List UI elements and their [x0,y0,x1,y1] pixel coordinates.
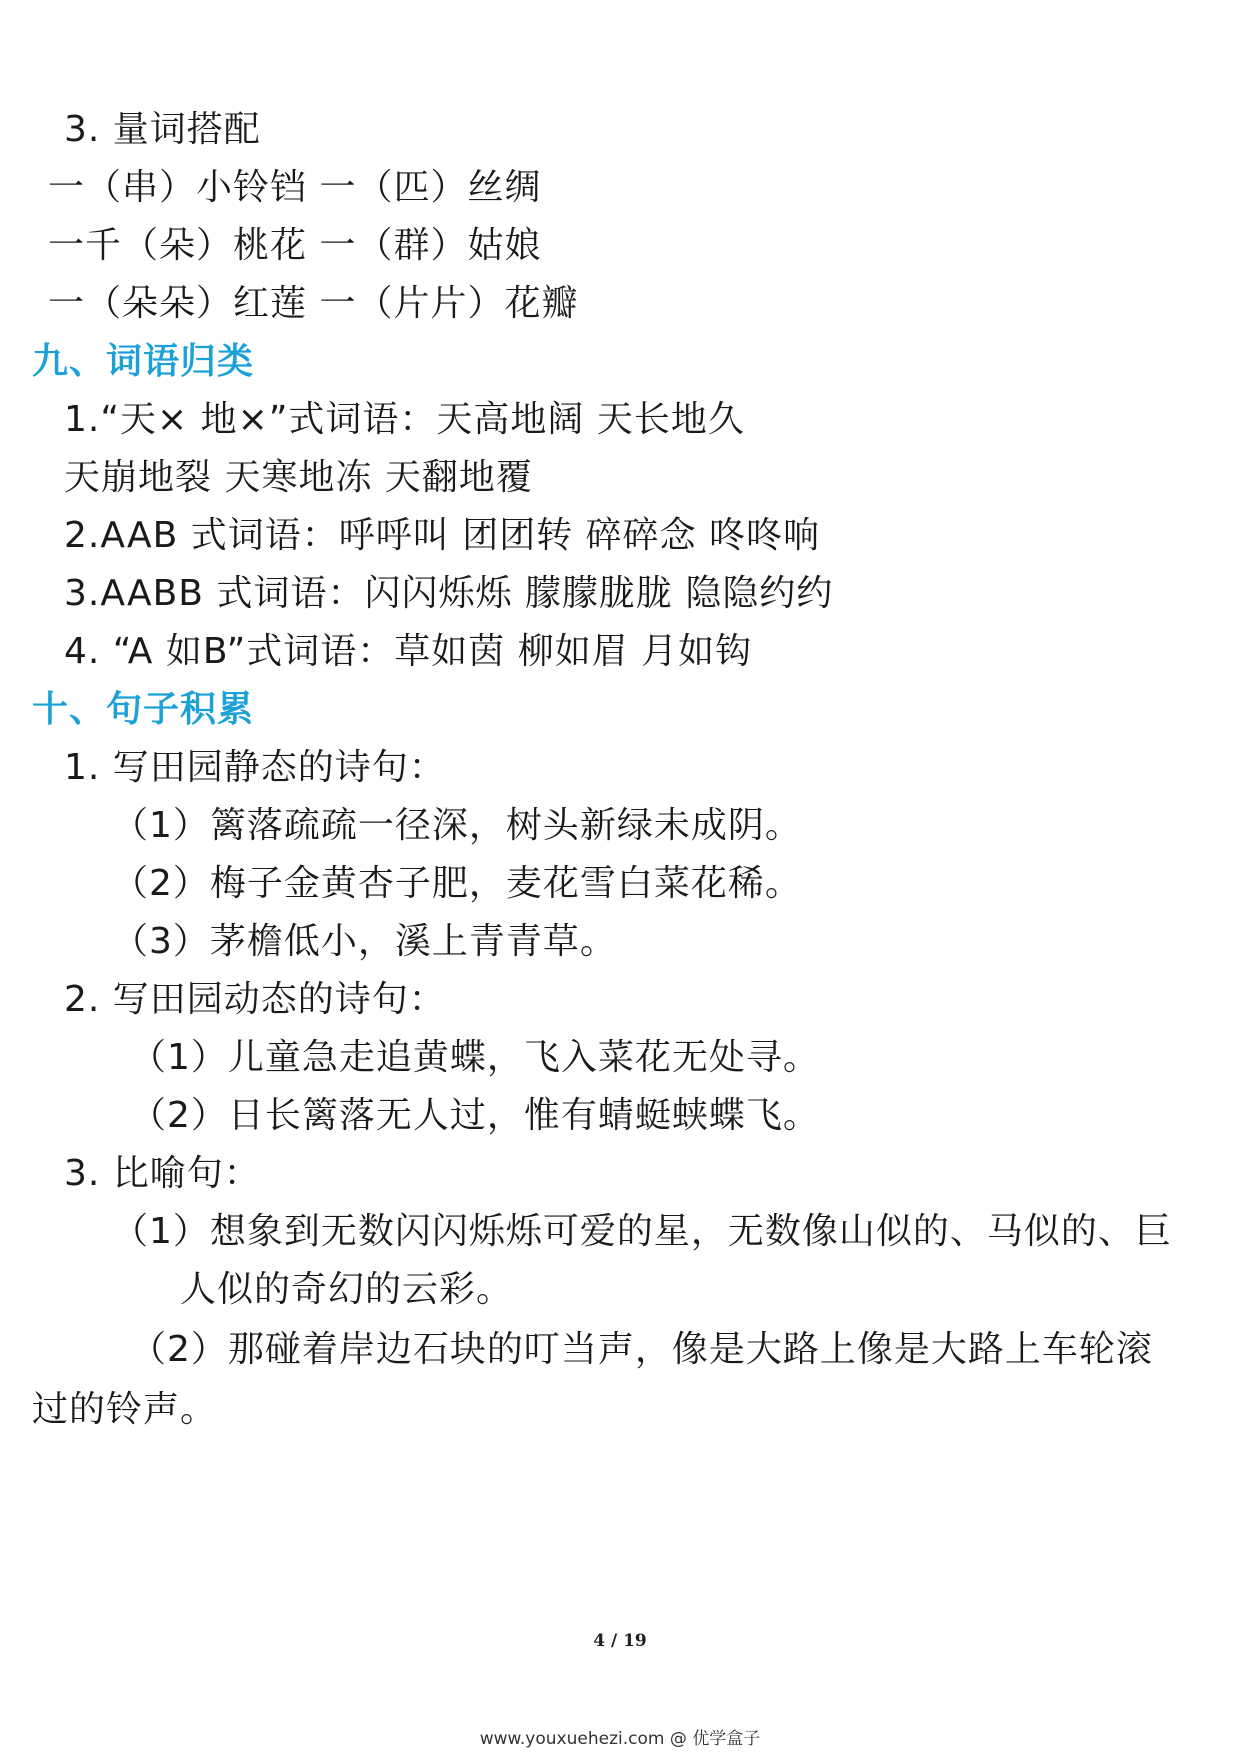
section-10-heading: 十、句子积累 [32,689,255,730]
measure-words-row: 一（朵朵）红莲 一（片片）花瓣 [48,283,579,324]
word-class-item-2: 2.AAB 式词语：呼呼叫 团团转 碎碎念 咚咚响 [64,515,821,556]
measure-words-row: 一千（朵）桃花 一（群）姑娘 [48,225,542,266]
simile-2-line-b: 过的铃声。 [32,1389,218,1430]
dynamic-poem-line: （2）日长篱落无人过，惟有蜻蜓蛱蝶飞。 [130,1095,820,1136]
static-poem-line: （3）茅檐低小，溪上青青草。 [112,921,617,962]
simile-title: 3. 比喻句： [64,1153,261,1194]
simile-1-line-b: 人似的奇幻的云彩。 [180,1269,514,1310]
section-9-heading: 九、词语归类 [32,341,255,382]
word-class-item-1-cont: 天崩地裂 天寒地冻 天翻地覆 [64,457,533,498]
page-number: 4 / 19 [593,1631,647,1651]
measure-words-title: 3. 量词搭配 [64,109,261,150]
measure-words-row: 一（串）小铃铛 一（匹）丝绸 [48,167,542,208]
dynamic-poem-title: 2. 写田园动态的诗句： [64,979,446,1020]
simile-2-line-a: （2）那碰着岸边石块的叮当声，像是大路上像是大路上车轮滚 [130,1329,1153,1370]
word-class-item-1: 1.“天× 地×”式词语：天高地阔 天长地久 [64,399,745,440]
word-class-item-3: 3.AABB 式词语：闪闪烁烁 朦朦胧胧 隐隐约约 [64,573,834,614]
static-poem-title: 1. 写田园静态的诗句： [64,747,446,788]
watermark: www.youxuehezi.com @ 优学盒子 [479,1729,761,1749]
static-poem-line: （2）梅子金黄杏子肥，麦花雪白菜花稀。 [112,863,802,904]
word-class-item-4: 4. “A 如B”式词语：草如茵 柳如眉 月如钩 [64,631,753,672]
simile-1-line-a: （1）想象到无数闪闪烁烁可爱的星，无数像山似的、马似的、巨 [112,1211,1172,1252]
static-poem-line: （1）篱落疏疏一径深，树头新绿未成阴。 [112,805,802,846]
dynamic-poem-line: （1）儿童急走追黄蝶，飞入菜花无处寻。 [130,1037,820,1078]
